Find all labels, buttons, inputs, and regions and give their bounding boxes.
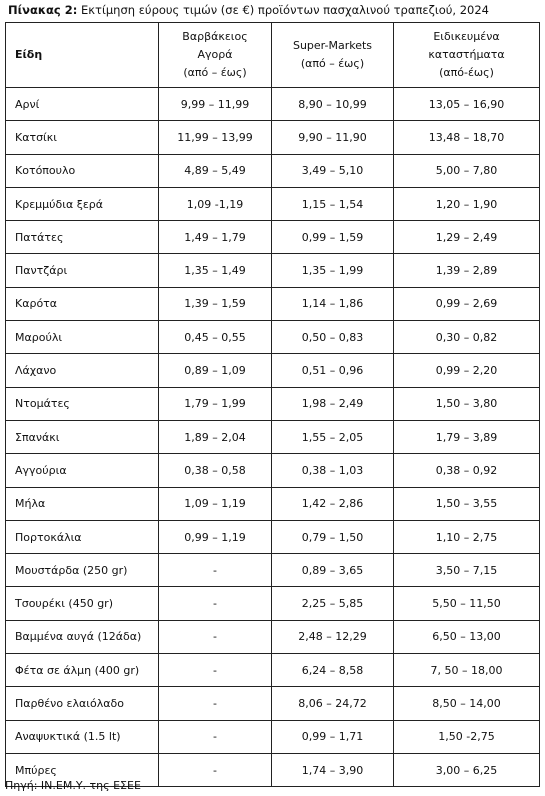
header-item-label: Είδη — [15, 48, 43, 61]
table-row — [6, 387, 540, 420]
cell-varvakeios: - — [159, 620, 272, 653]
cell-supermarkets: 1,55 – 2,05 — [272, 420, 394, 453]
table-row — [6, 587, 540, 620]
table-row — [6, 654, 540, 687]
cell-item: Κοτόπουλο — [6, 154, 159, 187]
cell-varvakeios: - — [159, 720, 272, 753]
table-row — [6, 187, 540, 220]
cell-supermarkets: 8,90 – 10,99 — [272, 88, 394, 121]
cell-specialty: 5,50 – 11,50 — [394, 587, 540, 620]
cell-item: Αρνί — [6, 88, 159, 121]
cell-supermarkets: 0,99 – 1,59 — [272, 221, 394, 254]
cell-varvakeios: 11,99 – 13,99 — [159, 121, 272, 154]
cell-specialty: 1,50 -2,75 — [394, 720, 540, 753]
cell-specialty: 13,05 – 16,90 — [394, 88, 540, 121]
cell-supermarkets: 1,42 – 2,86 — [272, 487, 394, 520]
cell-specialty: 1,50 – 3,80 — [394, 387, 540, 420]
header-specialty-line2: καταστήματα — [428, 48, 505, 61]
table-row — [6, 121, 540, 154]
cell-supermarkets: 0,89 – 3,65 — [272, 554, 394, 587]
cell-varvakeios: - — [159, 587, 272, 620]
cell-specialty: 0,30 – 0,82 — [394, 321, 540, 354]
cell-item: Μπύρες — [6, 753, 159, 786]
table-caption — [8, 3, 543, 18]
cell-specialty: 1,29 – 2,49 — [394, 221, 540, 254]
cell-item: Καρότα — [6, 287, 159, 320]
caption-text: Εκτίμηση εύρους τιμών (σε €) προϊόντων πασχαλινού τραπεζιού, 2024 — [81, 3, 489, 17]
cell-item: Πορτοκάλια — [6, 520, 159, 553]
cell-varvakeios: - — [159, 654, 272, 687]
cell-item: Παρθένο ελαιόλαδο — [6, 687, 159, 720]
table-row — [6, 687, 540, 720]
cell-supermarkets: 0,99 – 1,71 — [272, 720, 394, 753]
cell-supermarkets: 1,74 – 3,90 — [272, 753, 394, 786]
cell-item: Μήλα — [6, 487, 159, 520]
cell-supermarkets: 1,35 – 1,99 — [272, 254, 394, 287]
table-row — [6, 221, 540, 254]
cell-item: Τσουρέκι (450 gr) — [6, 587, 159, 620]
cell-varvakeios: 0,38 – 0,58 — [159, 454, 272, 487]
cell-item: Κατσίκι — [6, 121, 159, 154]
cell-item: Μαρούλι — [6, 321, 159, 354]
table-row — [6, 254, 540, 287]
price-table — [5, 22, 540, 787]
cell-specialty: 1,79 – 3,89 — [394, 420, 540, 453]
cell-supermarkets: 9,90 – 11,90 — [272, 121, 394, 154]
header-specialty — [394, 23, 540, 88]
cell-specialty: 1,20 – 1,90 — [394, 187, 540, 220]
cell-supermarkets: 0,51 – 0,96 — [272, 354, 394, 387]
cell-specialty: 0,38 – 0,92 — [394, 454, 540, 487]
cell-supermarkets: 2,25 – 5,85 — [272, 587, 394, 620]
cell-item: Παντζάρι — [6, 254, 159, 287]
header-supermarkets — [272, 23, 394, 88]
header-specialty-line1: Ειδικευμένα — [433, 30, 500, 43]
table-row — [6, 287, 540, 320]
header-item — [6, 23, 159, 88]
header-supermarkets-line1: Super-Markets — [292, 39, 373, 52]
cell-varvakeios: 0,99 – 1,19 — [159, 520, 272, 553]
cell-specialty: 1,10 – 2,75 — [394, 520, 540, 553]
cell-specialty: 1,50 – 3,55 — [394, 487, 540, 520]
cell-item: Φέτα σε άλμη (400 gr) — [6, 654, 159, 687]
cell-varvakeios: 0,89 – 1,09 — [159, 354, 272, 387]
cell-supermarkets: 1,15 – 1,54 — [272, 187, 394, 220]
table-header-row — [6, 23, 540, 88]
cell-varvakeios: 1,39 – 1,59 — [159, 287, 272, 320]
table-row — [6, 420, 540, 453]
header-supermarkets-line2: (από – έως) — [300, 57, 365, 70]
cell-varvakeios: 1,35 – 1,49 — [159, 254, 272, 287]
cell-varvakeios: 1,89 – 2,04 — [159, 420, 272, 453]
cell-specialty: 6,50 – 13,00 — [394, 620, 540, 653]
cell-varvakeios: - — [159, 554, 272, 587]
header-varvakeios-line2: Αγορά — [197, 48, 233, 61]
cell-varvakeios: - — [159, 687, 272, 720]
cell-varvakeios: 0,45 – 0,55 — [159, 321, 272, 354]
cell-item: Ντομάτες — [6, 387, 159, 420]
table-row — [6, 720, 540, 753]
cell-specialty: 0,99 – 2,20 — [394, 354, 540, 387]
table-row — [6, 154, 540, 187]
cell-item: Μουστάρδα (250 gr) — [6, 554, 159, 587]
cell-varvakeios: 4,89 – 5,49 — [159, 154, 272, 187]
header-varvakeios-line3: (από – έως) — [183, 66, 247, 79]
header-varvakeios-line1: Βαρβάκειος — [182, 30, 248, 43]
cell-item: Πατάτες — [6, 221, 159, 254]
cell-supermarkets: 0,79 – 1,50 — [272, 520, 394, 553]
cell-varvakeios: 1,79 – 1,99 — [159, 387, 272, 420]
table-row — [6, 321, 540, 354]
cell-supermarkets: 1,14 – 1,86 — [272, 287, 394, 320]
cell-varvakeios: 9,99 – 11,99 — [159, 88, 272, 121]
cell-specialty: 5,00 – 7,80 — [394, 154, 540, 187]
cell-specialty: 13,48 – 18,70 — [394, 121, 540, 154]
table-row — [6, 487, 540, 520]
table-row — [6, 554, 540, 587]
cell-supermarkets: 2,48 – 12,29 — [272, 620, 394, 653]
cell-varvakeios: 1,49 – 1,79 — [159, 221, 272, 254]
cell-supermarkets: 0,50 – 0,83 — [272, 321, 394, 354]
cell-supermarkets: 8,06 – 24,72 — [272, 687, 394, 720]
cell-item: Λάχανο — [6, 354, 159, 387]
cell-item: Κρεμμύδια ξερά — [6, 187, 159, 220]
source-note: Πηγή: ΙΝ.ΕΜ.Υ. της ΕΣΕΕ — [5, 779, 141, 792]
cell-item: Αναψυκτικά (1.5 lt) — [6, 720, 159, 753]
table-row — [6, 620, 540, 653]
header-specialty-line3: (από-έως) — [439, 66, 494, 79]
cell-supermarkets: 3,49 – 5,10 — [272, 154, 394, 187]
cell-item: Σπανάκι — [6, 420, 159, 453]
cell-specialty: 1,39 – 2,89 — [394, 254, 540, 287]
cell-item: Βαμμένα αυγά (12άδα) — [6, 620, 159, 653]
header-varvakeios — [159, 23, 272, 88]
table-row — [6, 520, 540, 553]
table-row — [6, 354, 540, 387]
caption-label: Πίνακας 2: — [8, 3, 78, 17]
cell-supermarkets: 6,24 – 8,58 — [272, 654, 394, 687]
table-row — [6, 454, 540, 487]
cell-specialty: 7, 50 – 18,00 — [394, 654, 540, 687]
cell-item: Αγγούρια — [6, 454, 159, 487]
cell-supermarkets: 1,98 – 2,49 — [272, 387, 394, 420]
cell-varvakeios: 1,09 -1,19 — [159, 187, 272, 220]
cell-varvakeios: 1,09 – 1,19 — [159, 487, 272, 520]
cell-specialty: 3,50 – 7,15 — [394, 554, 540, 587]
cell-specialty: 3,00 – 6,25 — [394, 753, 540, 786]
cell-supermarkets: 0,38 – 1,03 — [272, 454, 394, 487]
cell-specialty: 8,50 – 14,00 — [394, 687, 540, 720]
cell-varvakeios: - — [159, 753, 272, 786]
table-row — [6, 88, 540, 121]
cell-specialty: 0,99 – 2,69 — [394, 287, 540, 320]
